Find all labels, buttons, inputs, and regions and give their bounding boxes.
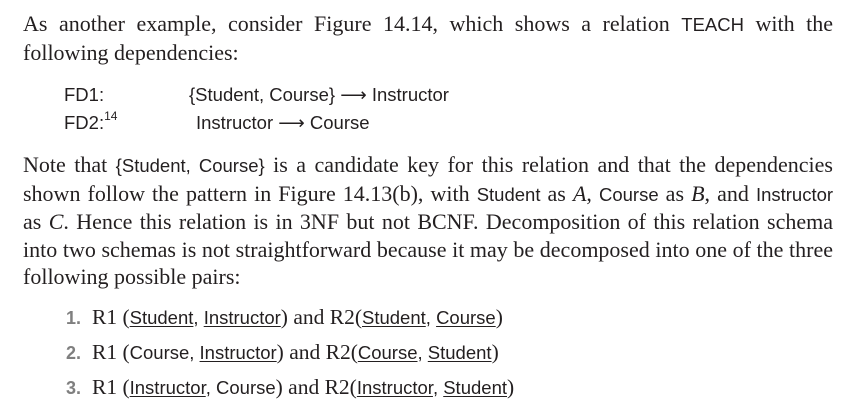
r1-attr-1: Instructor	[129, 377, 206, 398]
close-paren: )	[495, 305, 503, 329]
r2-attr-2: Student	[427, 342, 492, 363]
list-number: 3.	[66, 378, 82, 398]
p2-text-8: . Hence this relation is in 3NF but not BCNF. Decomposition of this relation schema into two schemas is not straightforward because it may be decomposed into one of the three following possible pairs:	[23, 209, 834, 289]
sep: ,	[193, 307, 204, 328]
relation-name: TEACH	[681, 14, 744, 35]
p2-text-7: as	[23, 209, 49, 234]
p2-text-4: ,	[586, 180, 599, 206]
var-c: C	[48, 209, 64, 234]
sep: ,	[425, 307, 437, 328]
body-paragraph	[23, 151, 833, 291]
r1-attr-2: Instructor	[199, 342, 277, 363]
r2-attr-1: Student	[362, 307, 426, 328]
fd1-expression: {Student, Course} ⟶ Instructor	[189, 84, 449, 105]
fd2-expression: Instructor ⟶ Course	[196, 112, 370, 133]
close-paren: )	[507, 375, 515, 399]
r2-prefix: ) and R2(	[275, 375, 357, 399]
r1-prefix: R1 (	[92, 305, 130, 329]
intro-text-a: As another example, consider Figure 14.14, which shows a relation	[23, 11, 682, 36]
list-item	[66, 340, 499, 365]
r2-attr-2: Student	[443, 377, 507, 398]
p2-text-5: as	[658, 180, 692, 206]
fd2-label	[64, 109, 118, 134]
fd1-label-text: FD1:	[64, 84, 105, 105]
attr-course: Course	[598, 183, 659, 205]
sep: ,	[417, 342, 428, 363]
intro-text-b: with the following dependencies:	[23, 11, 833, 65]
r1-attr-2: Course	[216, 377, 276, 398]
var-b: B	[691, 180, 705, 206]
p2-text-3: as	[540, 180, 573, 206]
close-paren: )	[491, 340, 499, 364]
r1-attr-1: Student	[129, 307, 194, 328]
r1-attr-1: Course	[129, 342, 190, 363]
fd1-label	[64, 84, 104, 106]
p2-text-1: Note that	[23, 152, 116, 177]
list-number: 1.	[66, 308, 82, 328]
r1-prefix: R1 (	[92, 340, 130, 364]
p2-text-6: , and	[704, 180, 756, 206]
r2-attr-1: Course	[357, 342, 418, 363]
attr-student: Student	[476, 183, 541, 205]
r1-attr-2: Instructor	[203, 307, 281, 328]
list-item	[66, 305, 503, 330]
list-number: 2.	[66, 343, 82, 363]
r2-prefix: ) and R2(	[276, 340, 358, 364]
sep: ,	[189, 342, 200, 363]
list-item	[66, 375, 514, 400]
r1-prefix: R1 (	[92, 375, 130, 399]
footnote-marker: 14	[104, 109, 118, 123]
sep: ,	[205, 377, 216, 398]
candidate-key: {Student, Course}	[115, 155, 265, 176]
var-a: A	[572, 180, 587, 206]
sep: ,	[432, 377, 444, 398]
r2-prefix: ) and R2(	[280, 305, 362, 329]
p2-text-2: is a candidate key for this relation and that the dependencies shown follow the pattern in Figure 14.13(b), with	[23, 152, 833, 206]
attr-instructor: Instructor	[755, 183, 834, 205]
fd2-label-text: FD2:	[64, 112, 105, 133]
r2-attr-2: Course	[436, 307, 496, 328]
intro-paragraph	[23, 10, 833, 66]
r2-attr-1: Instructor	[356, 377, 433, 398]
